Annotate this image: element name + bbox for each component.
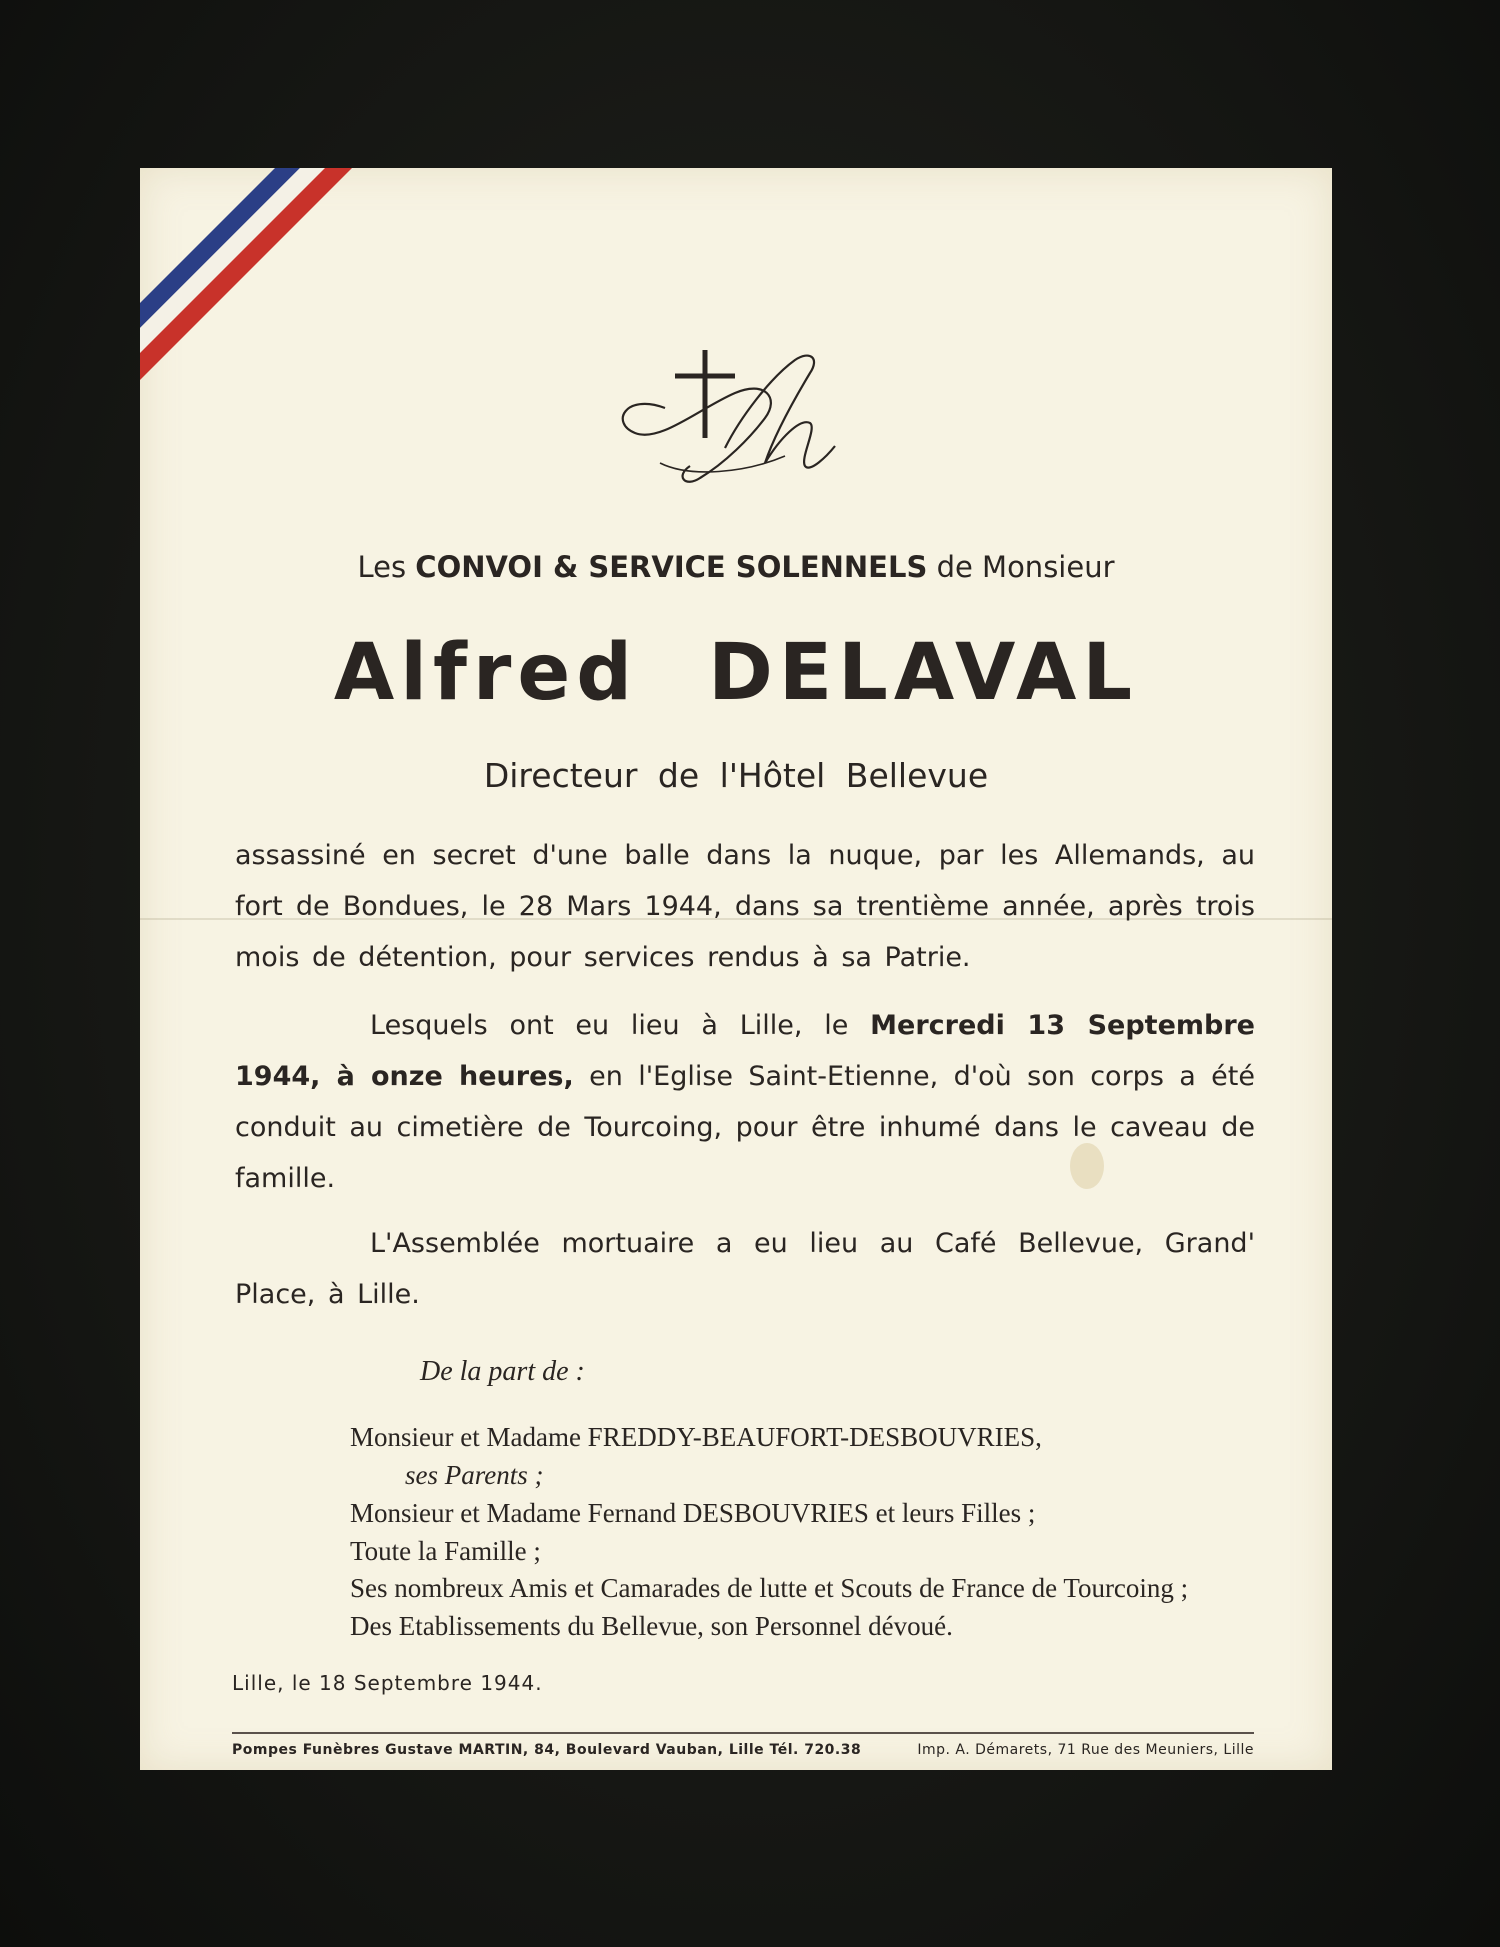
funeral-notice-card [140,168,1332,1770]
family-line: Toute la Famille ; [350,1536,541,1566]
place-date: Lille, le 18 Septembre 1944. [232,1671,543,1695]
intro-tail: de Monsieur [936,550,1115,584]
family-line: Ses nombreux Amis et Camarades de lutte et Scouts de France de Tourcoing ; [350,1573,1189,1603]
intro-convoi: CONVOI & SERVICE SOLENNELS [415,550,928,584]
family-line: Monsieur et Madame Fernand DESBOUVRIES et leurs Filles ; [350,1498,1036,1528]
imprint-line [232,1742,1254,1758]
funeral-home: Pompes Funèbres Gustave MARTIN, 84, Boulevard Vauban, Lille Tél. 720.38 [232,1742,862,1758]
footer-rule [232,1732,1254,1734]
family-line: Des Etablissements du Bellevue, son Personnel dévoué. [350,1611,953,1641]
family-line: Monsieur et Madame FREDDY-BEAUFORT-DESBOUVRIES, [350,1422,1042,1452]
intro-les: Les [357,550,407,584]
deceased-name [140,628,1332,718]
service-date: Mercredi 13 Septembre 1944, à onze heures, [235,1010,1255,1092]
paragraph-service-start: Lesquels ont eu lieu à Lille, le [370,1010,849,1041]
first-name: Alfred [333,628,639,718]
family-heading: De la part de : [420,1356,585,1387]
paragraph-service [235,1000,1255,1204]
tricolor-ribbon-icon [140,168,440,468]
deceased-title: Directeur de l'Hôtel Bellevue [483,756,989,795]
printer: Imp. A. Démarets, 71 Rue des Meuniers, Lille [917,1742,1254,1758]
paragraph-service-end: en l'Eglise Saint-Etienne, d'où son corps a été conduit au cimetière de Tourcoing, pour être inhumé dans le caveau de famille. [235,1061,1255,1194]
family-line: ses Parents ; [405,1460,544,1490]
paragraph-assembly: L'Assemblée mortuaire a eu lieu au Café Bellevue, Grand' Place, à Lille. [235,1228,1255,1310]
cross-monogram-icon [605,338,855,498]
paragraph-circumstances: assassiné en secret d'une balle dans la nuque, par les Allemands, au fort de Bondues, le 28 Mars 1944, dans sa trentième année, après trois mois de détention, pour services rendus à sa Patrie. [235,840,1255,973]
last-name: DELAVAL [708,628,1139,718]
intro-line [140,550,1332,584]
